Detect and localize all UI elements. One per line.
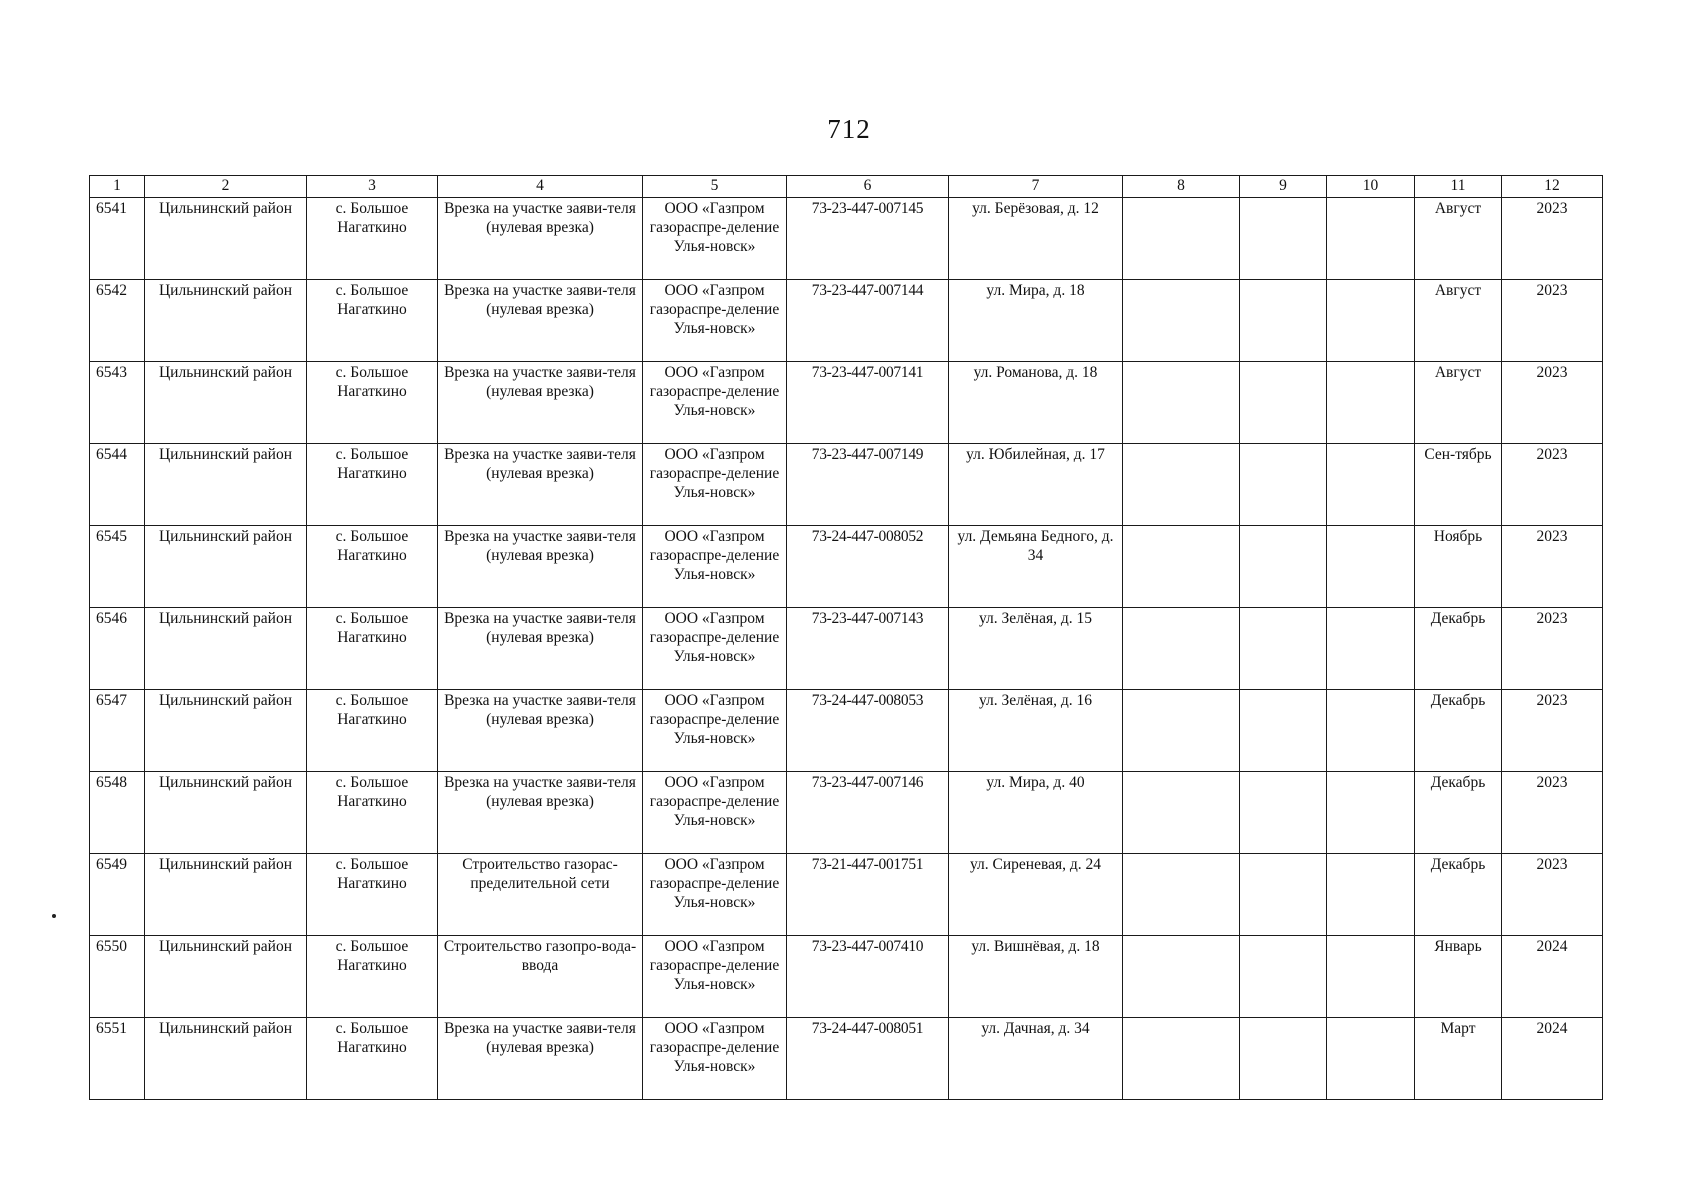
column-10-cell — [1327, 198, 1415, 280]
object-code-cell: 73-23-447-007149 — [787, 444, 949, 526]
address-cell: ул. Сиреневая, д. 24 — [949, 854, 1123, 936]
year-cell: 2023 — [1502, 526, 1603, 608]
column-9-cell — [1240, 526, 1327, 608]
work-type-cell: Строительство газорас-пределительной сети — [438, 854, 643, 936]
work-type-cell: Врезка на участке заяви-теля (нулевая врезка) — [438, 690, 643, 772]
object-code-cell: 73-23-447-007146 — [787, 772, 949, 854]
year-cell: 2023 — [1502, 362, 1603, 444]
scan-speck — [52, 914, 56, 918]
row-number-cell: 6548 — [90, 772, 145, 854]
row-number-cell: 6546 — [90, 608, 145, 690]
month-cell: Сен-тябрь — [1415, 444, 1502, 526]
column-8-cell — [1123, 608, 1240, 690]
column-header: 3 — [307, 176, 438, 198]
column-10-cell — [1327, 280, 1415, 362]
address-cell: ул. Юбилейная, д. 17 — [949, 444, 1123, 526]
locality-cell: с. Большое Нагаткино — [307, 772, 438, 854]
page-number: 712 — [827, 114, 871, 144]
object-code-cell: 73-23-447-007141 — [787, 362, 949, 444]
column-header: 7 — [949, 176, 1123, 198]
year-cell: 2023 — [1502, 608, 1603, 690]
column-10-cell — [1327, 608, 1415, 690]
column-8-cell — [1123, 690, 1240, 772]
object-code-cell: 73-23-447-007410 — [787, 936, 949, 1018]
work-type-cell: Врезка на участке заяви-теля (нулевая врезка) — [438, 608, 643, 690]
column-10-cell — [1327, 444, 1415, 526]
year-cell: 2023 — [1502, 854, 1603, 936]
row-number-cell: 6547 — [90, 690, 145, 772]
month-cell: Декабрь — [1415, 772, 1502, 854]
table-row — [90, 444, 1603, 526]
organization-cell: ООО «Газпром газораспре-деление Улья-новск» — [643, 526, 787, 608]
column-9-cell — [1240, 1018, 1327, 1100]
address-cell: ул. Вишнёвая, д. 18 — [949, 936, 1123, 1018]
column-8-cell — [1123, 280, 1240, 362]
year-cell: 2023 — [1502, 772, 1603, 854]
column-8-cell — [1123, 362, 1240, 444]
column-10-cell — [1327, 526, 1415, 608]
organization-cell: ООО «Газпром газораспре-деление Улья-новск» — [643, 362, 787, 444]
organization-cell: ООО «Газпром газораспре-деление Улья-новск» — [643, 772, 787, 854]
work-type-cell: Врезка на участке заяви-теля (нулевая врезка) — [438, 444, 643, 526]
year-cell: 2023 — [1502, 280, 1603, 362]
column-8-cell — [1123, 198, 1240, 280]
district-cell: Цильнинский район — [145, 1018, 307, 1100]
column-9-cell — [1240, 362, 1327, 444]
row-number-cell: 6542 — [90, 280, 145, 362]
table-row — [90, 608, 1603, 690]
row-number-cell: 6541 — [90, 198, 145, 280]
row-number-cell: 6550 — [90, 936, 145, 1018]
district-cell: Цильнинский район — [145, 936, 307, 1018]
column-header: 9 — [1240, 176, 1327, 198]
locality-cell: с. Большое Нагаткино — [307, 936, 438, 1018]
object-code-cell: 73-24-447-008052 — [787, 526, 949, 608]
column-header: 8 — [1123, 176, 1240, 198]
district-cell: Цильнинский район — [145, 690, 307, 772]
column-header: 2 — [145, 176, 307, 198]
row-number-cell: 6545 — [90, 526, 145, 608]
organization-cell: ООО «Газпром газораспре-деление Улья-новск» — [643, 198, 787, 280]
row-number-cell: 6551 — [90, 1018, 145, 1100]
organization-cell: ООО «Газпром газораспре-деление Улья-новск» — [643, 608, 787, 690]
address-cell: ул. Дачная, д. 34 — [949, 1018, 1123, 1100]
column-10-cell — [1327, 1018, 1415, 1100]
column-header: 11 — [1415, 176, 1502, 198]
locality-cell: с. Большое Нагаткино — [307, 854, 438, 936]
column-10-cell — [1327, 362, 1415, 444]
locality-cell: с. Большое Нагаткино — [307, 198, 438, 280]
table-body — [90, 198, 1603, 1100]
column-header: 1 — [90, 176, 145, 198]
column-8-cell — [1123, 854, 1240, 936]
column-8-cell — [1123, 772, 1240, 854]
column-9-cell — [1240, 936, 1327, 1018]
organization-cell: ООО «Газпром газораспре-деление Улья-новск» — [643, 854, 787, 936]
column-8-cell — [1123, 1018, 1240, 1100]
month-cell: Декабрь — [1415, 854, 1502, 936]
address-cell: ул. Демьяна Бедного, д. 34 — [949, 526, 1123, 608]
organization-cell: ООО «Газпром газораспре-деление Улья-новск» — [643, 444, 787, 526]
district-cell: Цильнинский район — [145, 526, 307, 608]
table-row — [90, 526, 1603, 608]
column-8-cell — [1123, 936, 1240, 1018]
column-9-cell — [1240, 280, 1327, 362]
object-code-cell: 73-23-447-007144 — [787, 280, 949, 362]
year-cell: 2024 — [1502, 1018, 1603, 1100]
register-table — [89, 175, 1603, 1100]
column-9-cell — [1240, 444, 1327, 526]
column-9-cell — [1240, 772, 1327, 854]
column-10-cell — [1327, 936, 1415, 1018]
month-cell: Декабрь — [1415, 690, 1502, 772]
district-cell: Цильнинский район — [145, 444, 307, 526]
row-number-cell: 6544 — [90, 444, 145, 526]
month-cell: Август — [1415, 198, 1502, 280]
address-cell: ул. Мира, д. 18 — [949, 280, 1123, 362]
month-cell: Август — [1415, 280, 1502, 362]
column-8-cell — [1123, 444, 1240, 526]
work-type-cell: Врезка на участке заяви-теля (нулевая врезка) — [438, 362, 643, 444]
work-type-cell: Врезка на участке заяви-теля (нулевая врезка) — [438, 198, 643, 280]
district-cell: Цильнинский район — [145, 854, 307, 936]
column-9-cell — [1240, 198, 1327, 280]
month-cell: Март — [1415, 1018, 1502, 1100]
object-code-cell: 73-24-447-008053 — [787, 690, 949, 772]
table-row — [90, 854, 1603, 936]
table-row — [90, 690, 1603, 772]
column-9-cell — [1240, 854, 1327, 936]
locality-cell: с. Большое Нагаткино — [307, 362, 438, 444]
work-type-cell: Врезка на участке заяви-теля (нулевая врезка) — [438, 280, 643, 362]
organization-cell: ООО «Газпром газораспре-деление Улья-новск» — [643, 690, 787, 772]
table-row — [90, 1018, 1603, 1100]
locality-cell: с. Большое Нагаткино — [307, 690, 438, 772]
district-cell: Цильнинский район — [145, 608, 307, 690]
district-cell: Цильнинский район — [145, 772, 307, 854]
district-cell: Цильнинский район — [145, 198, 307, 280]
address-cell: ул. Зелёная, д. 15 — [949, 608, 1123, 690]
locality-cell: с. Большое Нагаткино — [307, 444, 438, 526]
column-10-cell — [1327, 772, 1415, 854]
organization-cell: ООО «Газпром газораспре-деление Улья-новск» — [643, 280, 787, 362]
column-9-cell — [1240, 608, 1327, 690]
object-code-cell: 73-23-447-007143 — [787, 608, 949, 690]
table-row — [90, 198, 1603, 280]
object-code-cell: 73-21-447-001751 — [787, 854, 949, 936]
month-cell: Январь — [1415, 936, 1502, 1018]
header-row — [90, 176, 1603, 198]
year-cell: 2023 — [1502, 444, 1603, 526]
organization-cell: ООО «Газпром газораспре-деление Улья-новск» — [643, 936, 787, 1018]
work-type-cell: Врезка на участке заяви-теля (нулевая врезка) — [438, 526, 643, 608]
work-type-cell: Врезка на участке заяви-теля (нулевая врезка) — [438, 772, 643, 854]
row-number-cell: 6543 — [90, 362, 145, 444]
district-cell: Цильнинский район — [145, 280, 307, 362]
object-code-cell: 73-23-447-007145 — [787, 198, 949, 280]
work-type-cell: Строительство газопро-вода-ввода — [438, 936, 643, 1018]
year-cell: 2023 — [1502, 690, 1603, 772]
locality-cell: с. Большое Нагаткино — [307, 526, 438, 608]
locality-cell: с. Большое Нагаткино — [307, 1018, 438, 1100]
column-9-cell — [1240, 690, 1327, 772]
column-header: 6 — [787, 176, 949, 198]
table-row — [90, 772, 1603, 854]
column-header: 4 — [438, 176, 643, 198]
column-header: 5 — [643, 176, 787, 198]
table-row — [90, 936, 1603, 1018]
row-number-cell: 6549 — [90, 854, 145, 936]
year-cell: 2024 — [1502, 936, 1603, 1018]
year-cell: 2023 — [1502, 198, 1603, 280]
column-header: 10 — [1327, 176, 1415, 198]
address-cell: ул. Мира, д. 40 — [949, 772, 1123, 854]
locality-cell: с. Большое Нагаткино — [307, 280, 438, 362]
column-header: 12 — [1502, 176, 1603, 198]
column-10-cell — [1327, 690, 1415, 772]
work-type-cell: Врезка на участке заяви-теля (нулевая врезка) — [438, 1018, 643, 1100]
address-cell: ул. Берёзовая, д. 12 — [949, 198, 1123, 280]
locality-cell: с. Большое Нагаткино — [307, 608, 438, 690]
table-row — [90, 362, 1603, 444]
object-code-cell: 73-24-447-008051 — [787, 1018, 949, 1100]
month-cell: Август — [1415, 362, 1502, 444]
organization-cell: ООО «Газпром газораспре-деление Улья-новск» — [643, 1018, 787, 1100]
column-8-cell — [1123, 526, 1240, 608]
month-cell: Декабрь — [1415, 608, 1502, 690]
month-cell: Ноябрь — [1415, 526, 1502, 608]
address-cell: ул. Романова, д. 18 — [949, 362, 1123, 444]
table-row — [90, 280, 1603, 362]
column-10-cell — [1327, 854, 1415, 936]
district-cell: Цильнинский район — [145, 362, 307, 444]
address-cell: ул. Зелёная, д. 16 — [949, 690, 1123, 772]
